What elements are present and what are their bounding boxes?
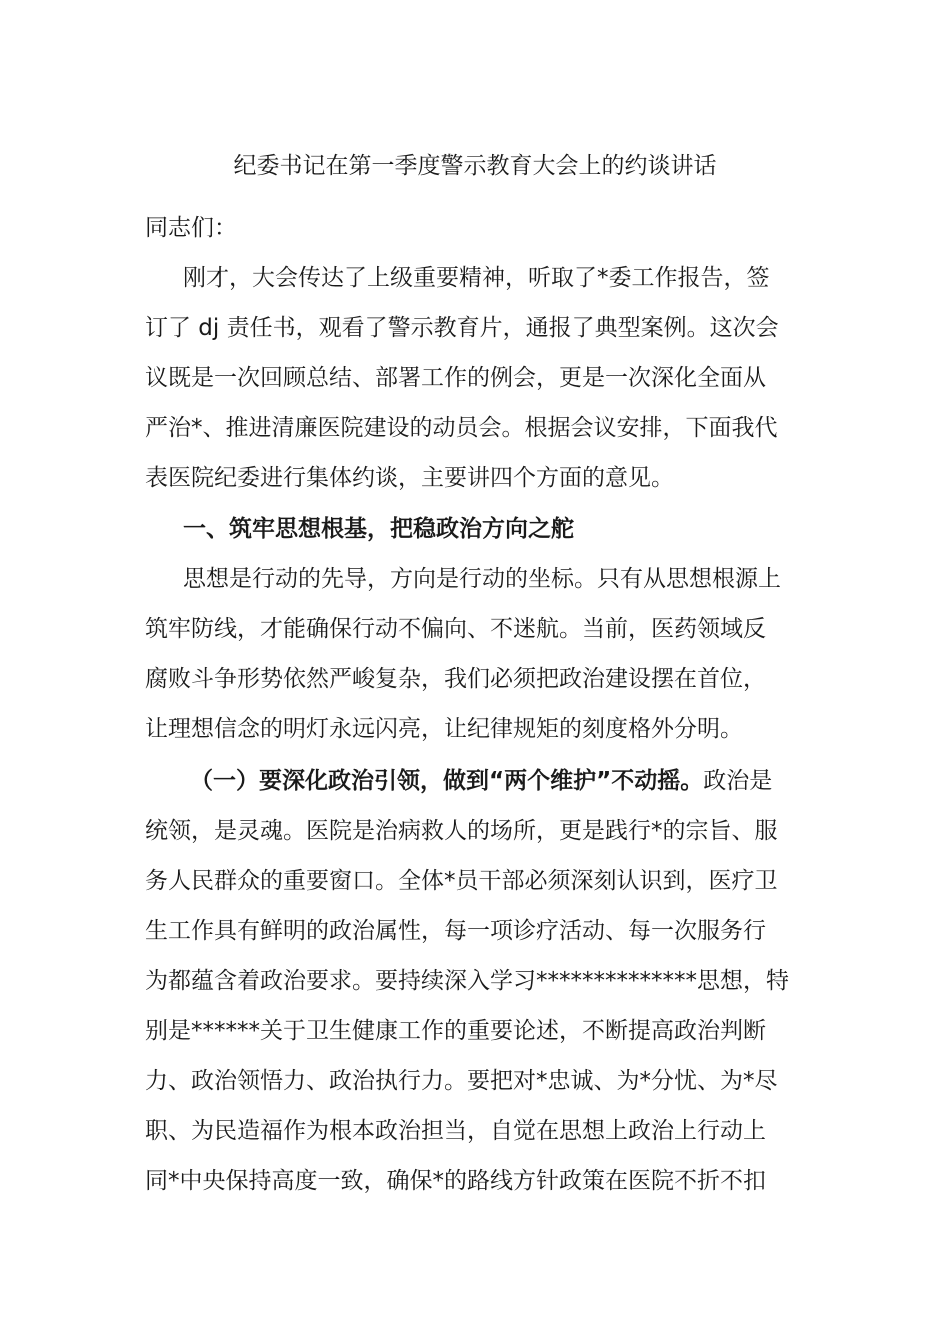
salutation: 同志们： [145,215,237,241]
paragraph-line: 思想是行动的先导，方向是行动的坐标。只有从思想根源上 [183,566,781,592]
paragraph-line: 务人民群众的重要窗口。全体*员干部必须深刻认识到，医疗卫 [145,868,778,894]
paragraph-line: 刚才，大会传达了上级重要精神，听取了*委工作报告，签 [183,265,770,291]
section-heading: 一、筑牢思想根基，把稳政治方向之舵 [183,516,574,542]
paragraph-text: 政治是 [703,768,773,794]
paragraph-line: 同*中央保持高度一致，确保*的路线方针政策在医院不折不扣 [145,1168,766,1194]
document-title: 纪委书记在第一季度警示教育大会上的约谈讲话 [233,153,717,179]
paragraph-line: 力、政治领悟力、政治执行力。要把对*忠诚、为*分忧、为*尽 [145,1068,778,1094]
paragraph-line: 订了 dj 责任书，观看了警示教育片，通报了典型案例。这次会 [145,315,779,341]
subsection-heading: （一）要深化政治引领，做到“两个维护”不动摇。 [190,768,704,794]
paragraph-line: 为都蕴含着政治要求。要持续深入学习**************思想，特 [145,968,789,994]
paragraph-line: 筑牢防线，才能确保行动不偏向、不迷航。当前，医药领域反 [145,616,766,642]
paragraph-line: 统领，是灵魂。医院是治病救人的场所，更是践行*的宗旨、服 [145,818,778,844]
paragraph-line: 腐败斗争形势依然严峻复杂，我们必须把政治建设摆在首位， [145,666,766,692]
paragraph-line: 生工作具有鲜明的政治属性，每一项诊疗活动、每一次服务行 [145,918,766,944]
subsection-line [190,763,772,799]
paragraph-line: 表医院纪委进行集体约谈，主要讲四个方面的意见。 [145,465,674,491]
paragraph-line: 别是******关于卫生健康工作的重要论述，不断提高政治判断 [145,1018,766,1044]
paragraph-line: 职、为民造福作为根本政治担当，自觉在思想上政治上行动上 [145,1118,766,1144]
paragraph-line: 让理想信念的明灯永远闪亮，让纪律规矩的刻度格外分明。 [145,716,743,742]
paragraph-line: 议既是一次回顾总结、部署工作的例会，更是一次深化全面从 [145,365,766,391]
paragraph-line: 严治*、推进清廉医院建设的动员会。根据会议安排，下面我代 [145,415,778,441]
